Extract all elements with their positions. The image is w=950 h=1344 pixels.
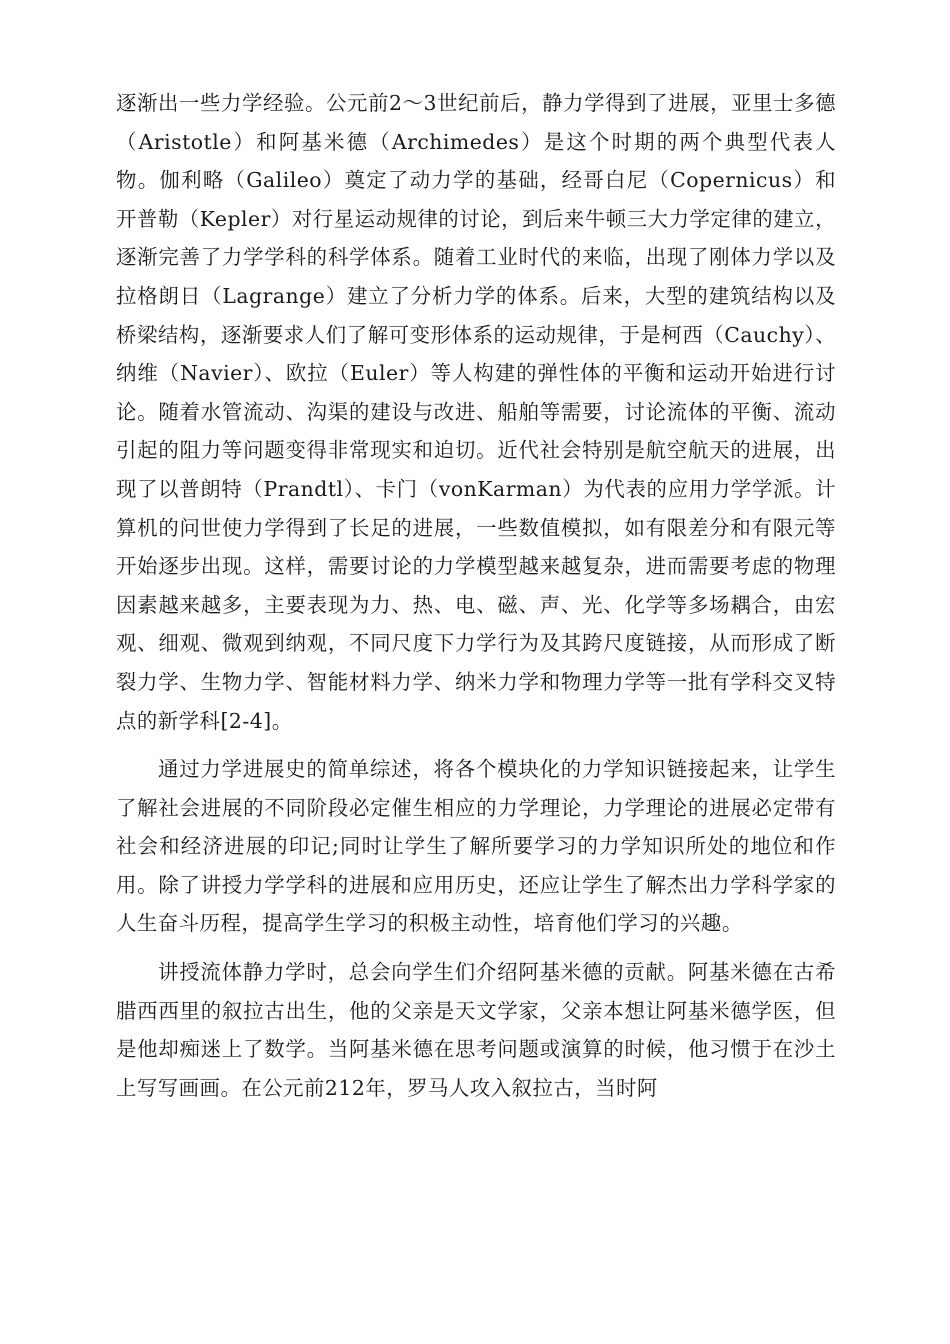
paragraph-archimedes: 讲授流体静力学时，总会向学生们介绍阿基米德的贡献。阿基米德在古希腊西西里的叙拉古出生，他的父亲是天文学家，父亲本想让阿基米德学医，但是他却痴迷上了数学。当阿基米德在思考问题或演算的时候，他习惯于在沙土上写写画画。在公元前212年，罗马人攻入叙拉古，当时阿 bbox=[116, 960, 836, 1100]
body-text bbox=[116, 84, 836, 1107]
paragraph-teaching-purpose: 通过力学进展史的简单综述，将各个模块化的力学知识链接起来，让学生了解社会进展的不同阶段必定催生相应的力学理论，力学理论的进展必定带有社会和经济进展的印记;同时让学生了解所要学习的力学知识所处的地位和作用。除了讲授力学学科的进展和应用历史，还应让学生了解杰出力学科学家的人生奋斗历程，提高学生学习的积极主动性，培育他们学习的兴趣。 bbox=[116, 757, 836, 936]
paragraph-history-of-mechanics: 逐渐出一些力学经验。公元前2～3世纪前后，静力学得到了进展，亚里士多德（Aristotle）和阿基米德（Archimedes）是这个时期的两个典型代表人物。伽利略（Galileo）奠定了动力学的基础，经哥白尼（Copernicus）和开普勒（Kepler）对行星运动规律的讨论，到后来牛顿三大力学定律的建立，逐渐完善了力学学科的科学体系。随着工业时代的来临，出现了刚体力学以及拉格朗日（Lagrange）建立了分析力学的体系。后来，大型的建筑结构以及桥梁结构，逐渐要求人们了解可变形体系的运动规律，于是柯西（Cauchy）、纳维（Navier）、欧拉（Euler）等人构建的弹性体的平衡和运动开始进行讨论。随着水管流动、沟渠的建设与改进、船舶等需要，讨论流体的平衡、流动引起的阻力等问题变得非常现实和迫切。近代社会特别是航空航天的进展，出现了以普朗特（Prandtl）、卡门（vonKarman）为代表的应用力学学派。计算机的问世使力学得到了长足的进展，一些数值模拟，如有限差分和有限元等开始逐步出现。这样，需要讨论的力学模型越来越复杂，进而需要考虑的物理因素越来越多，主要表现为力、热、电、磁、声、光、化学等多场耦合，由宏观、细观、微观到纳观，不同尺度下力学行为及其跨尺度链接，从而形成了断裂力学、生物力学、智能材料力学、纳米力学和物理力学等一批有学科交叉特点的新学科[2-4]。 bbox=[116, 91, 836, 733]
